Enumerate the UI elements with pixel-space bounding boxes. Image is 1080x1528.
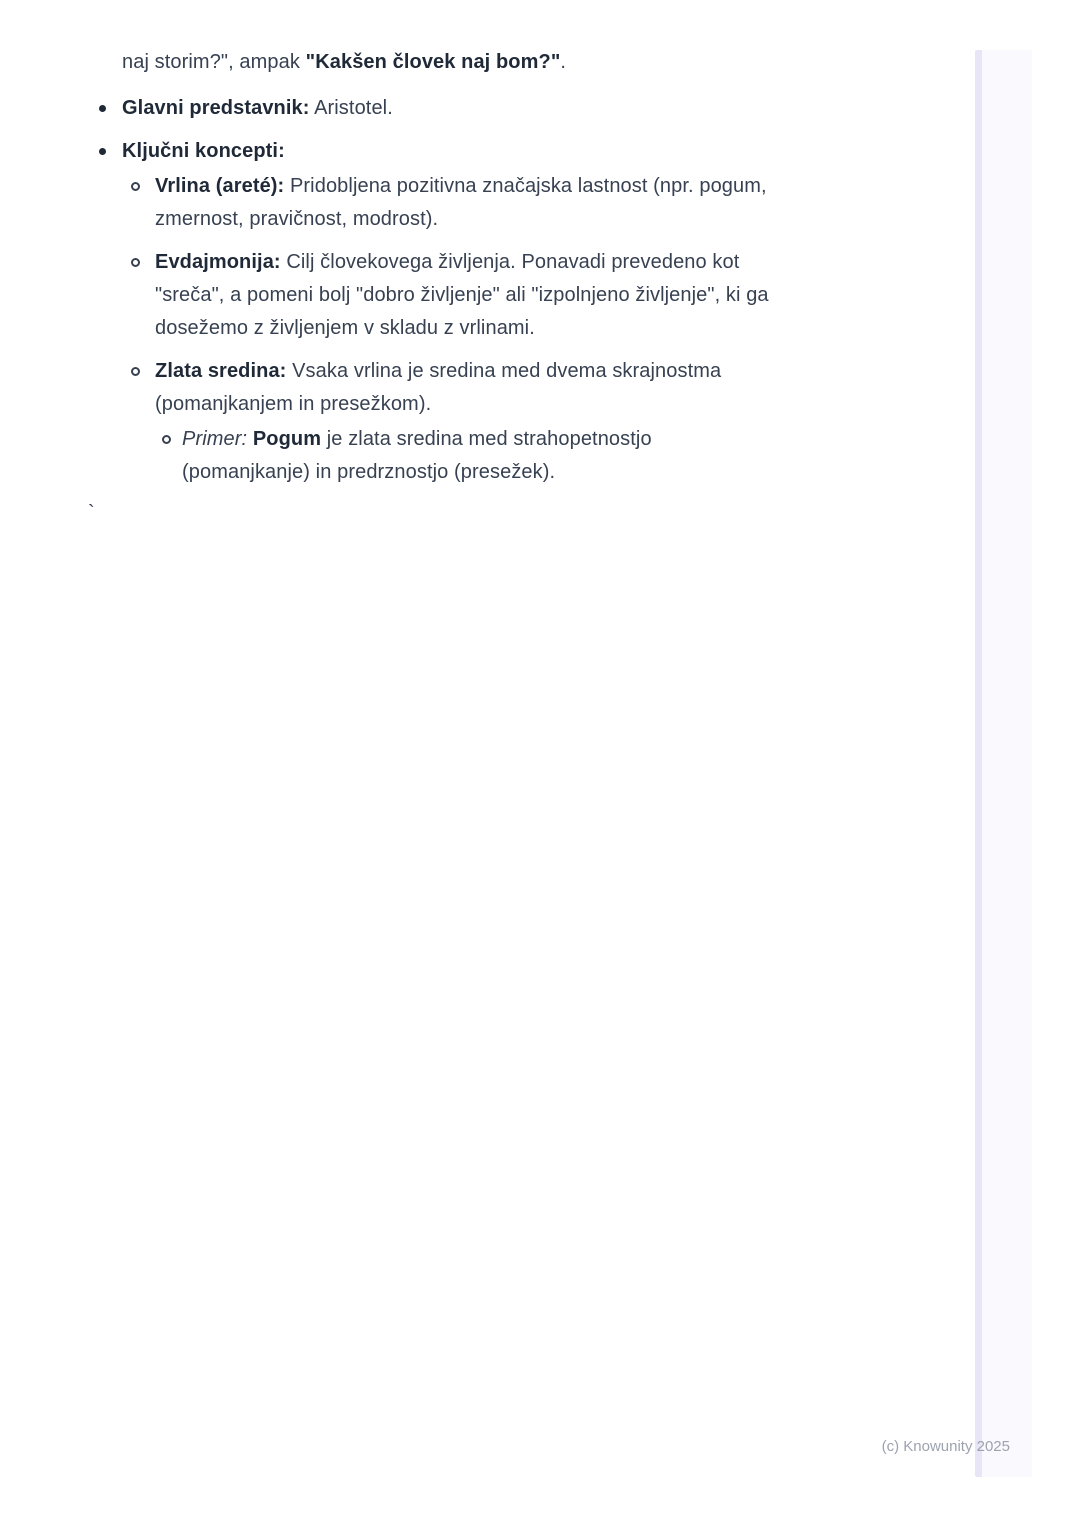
- bullet-circle-icon: [131, 182, 140, 191]
- text-segment: zmernost, pravičnost, modrost).: [155, 208, 439, 230]
- text-segment: .: [560, 51, 567, 73]
- bullet-disc-icon: [99, 148, 106, 155]
- text-segment: Vrlina (areté):: [155, 175, 285, 197]
- text-segment: je zlata sredina med strahopetnostjo: [321, 428, 652, 450]
- text-segment: (pomanjkanjem in presežkom).: [155, 393, 432, 415]
- bullet-list: [0, 92, 1080, 489]
- list-item-text: [155, 355, 970, 421]
- list-item: [0, 355, 970, 421]
- text-segment: "Kakšen človek naj bom?": [305, 51, 561, 73]
- bullet-circle-icon: [131, 258, 140, 267]
- document-page: [0, 46, 1080, 499]
- text-segment: Pogum: [252, 428, 322, 450]
- text-segment: "sreča", a pomeni bolj "dobro življenje" ali "izpolnjeno življenje", ki ga: [155, 284, 769, 306]
- bullet-disc-icon: [99, 105, 106, 112]
- text-segment: Pridobljena pozitivna značajska lastnost (npr. pogum,: [284, 175, 767, 197]
- text-segment: Glavni predstavnik:: [122, 97, 310, 119]
- bullet-circle-icon: [162, 435, 171, 444]
- list-item-text: [155, 170, 970, 236]
- footer-copyright: (c) Knowunity 2025: [881, 1438, 1010, 1455]
- stray-character: `: [88, 502, 95, 524]
- text-segment: Vsaka vrlina je sredina med dvema skrajnostma: [286, 360, 722, 382]
- text-segment: Cilj človekovega življenja. Ponavadi prevedeno kot: [280, 251, 740, 273]
- list-item: [0, 135, 970, 168]
- text-segment: Primer:: [182, 428, 248, 450]
- text-segment: Ključni koncepti:: [122, 140, 285, 162]
- paragraph-continuation: [122, 46, 950, 79]
- text-segment: dosežemo z življenjem v skladu z vrlinami.: [155, 317, 535, 339]
- list-item-text: [122, 135, 970, 168]
- scrollbar-track[interactable]: [975, 50, 1032, 1477]
- bullet-circle-icon: [131, 367, 140, 376]
- list-item: [0, 170, 970, 236]
- list-item-text: [182, 423, 970, 489]
- text-segment: Aristotel.: [309, 97, 393, 119]
- text-segment: (pomanjkanje) in predrznostjo (presežek).: [182, 461, 556, 483]
- list-item: [0, 423, 970, 489]
- text-segment: Evdajmonija:: [155, 251, 281, 273]
- list-item-text: [155, 246, 970, 345]
- text-segment: naj storim?", ampak: [122, 51, 306, 73]
- text-segment: Zlata sredina:: [155, 360, 287, 382]
- list-item: [0, 92, 970, 125]
- list-item-text: [122, 92, 970, 125]
- list-item: [0, 246, 970, 345]
